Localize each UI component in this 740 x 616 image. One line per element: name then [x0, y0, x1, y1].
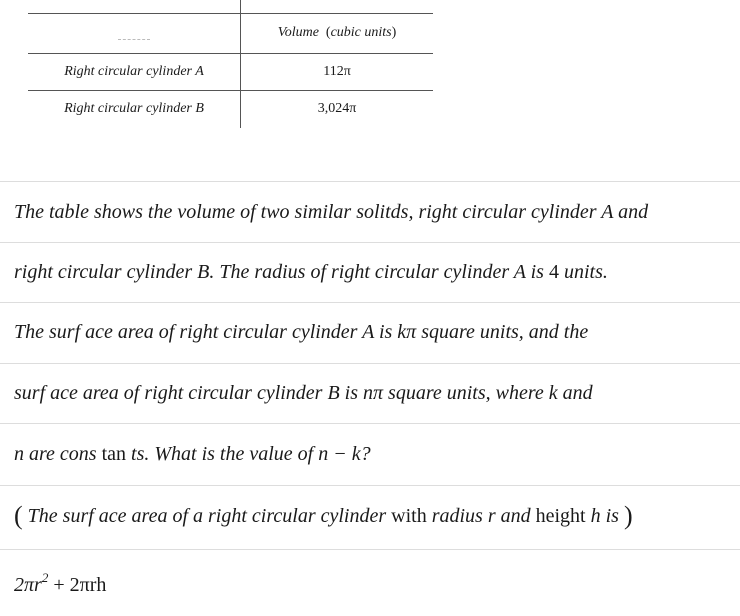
question-line-6-text-a: The surf ace area of a right circular cylinder: [27, 505, 387, 527]
line-rule-1: [0, 181, 740, 182]
question-line-5: [14, 441, 734, 467]
question-line-6-with: with: [386, 505, 432, 527]
question-line-4: surf ace area of right circular cylinder B is nπ square units, where k and: [14, 382, 593, 404]
table-row-rule: [28, 90, 433, 91]
question-line-2: [14, 259, 734, 285]
radius-value: 4: [548, 261, 559, 283]
header-units-word: cubic units: [330, 25, 392, 40]
question-line-6-height: height: [530, 505, 591, 527]
table-row-b-volume: 3,024π: [317, 101, 357, 116]
line-rule-2: [0, 242, 740, 243]
table-top-rule: [28, 13, 433, 14]
empty-header-placeholder: [118, 39, 150, 40]
table-header-volume: Volume (cubic units): [277, 25, 397, 40]
formula-part-a: 2πr: [14, 574, 42, 596]
question-line-5-tan: tan: [96, 443, 132, 465]
question-line-6: [14, 503, 734, 529]
question-line-5-text-a: n are cons: [14, 443, 97, 465]
volume-table: [28, 0, 433, 128]
line-rule-6: [0, 485, 740, 486]
question-line-5-text-b: ts. What is the value of n − k?: [131, 443, 371, 465]
formula-part-b: + 2πrh: [48, 574, 107, 596]
question-line-3: The surf ace area of right circular cylinder A is kπ square units, and the: [14, 321, 589, 343]
table-header-rule: [28, 53, 433, 54]
question-line-1: The table shows the volume of two similar solitds, right circular cylinder A and: [14, 201, 649, 223]
table-row-a-volume: 112π: [323, 64, 351, 79]
line-rule-4: [0, 363, 740, 364]
question-line-2-text-a: right circular cylinder B. The radius of right circular cylinder A is: [14, 261, 549, 283]
table-row-b-solid: Right circular cylinder B: [64, 101, 204, 116]
close-paren: ): [623, 501, 633, 530]
table-row-a-solid: Right circular cylinder A: [64, 64, 204, 79]
header-volume-word: Volume: [277, 25, 319, 40]
line-rule-5: [0, 423, 740, 424]
open-paren: (: [14, 501, 23, 530]
table-header-empty-cell: [28, 31, 240, 49]
question-line-2-text-b: units.: [558, 261, 608, 283]
question-line-6-text-c: h is: [590, 505, 619, 527]
line-rule-3: [0, 302, 740, 303]
question-line-6-text-b: radius r and: [431, 505, 531, 527]
line-rule-7: [0, 549, 740, 550]
surface-area-formula: [14, 572, 734, 598]
formula-exponent: 2: [41, 570, 49, 585]
